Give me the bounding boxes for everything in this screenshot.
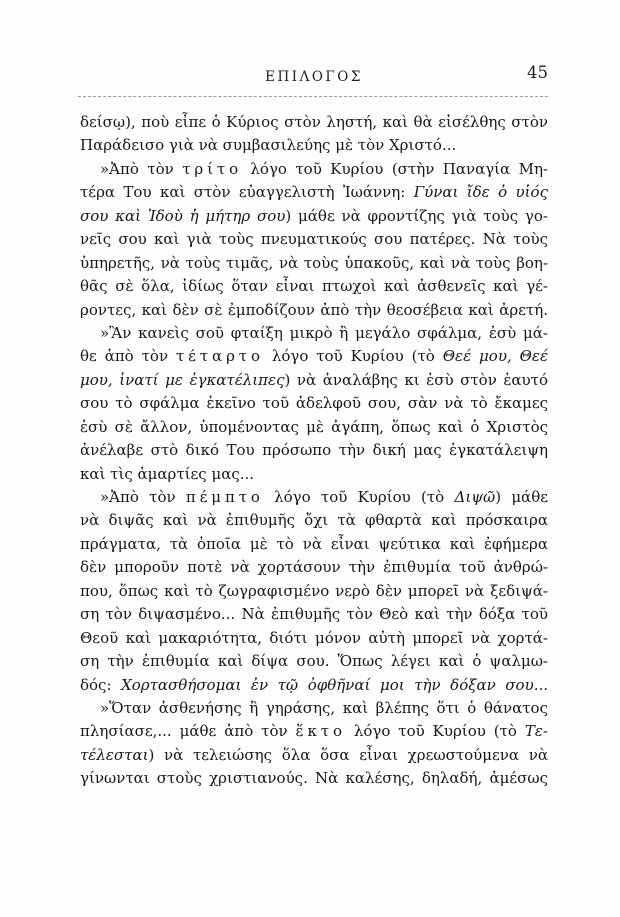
text-segment: λόγο τοῦ Κυρίου (τὸ bbox=[263, 347, 443, 366]
text-line bbox=[80, 228, 548, 251]
text-segment: σου τὸ σφάλμα ἐκεῖνο τοῦ ἀδελφοῦ σου, σὰν νὰ τὸ ἔκαμες bbox=[80, 394, 548, 413]
text-segment: τρίτο bbox=[182, 159, 243, 178]
text-segment: νὰ διψᾶς καὶ νὰ ἐπιθυμῆς ὄχι τὰ φθαρτὰ καὶ πρόσκαιρα bbox=[80, 511, 548, 530]
text-line bbox=[80, 744, 548, 767]
text-segment: »Ἀπὸ τὸν bbox=[100, 488, 186, 506]
text-segment: Διψῶ bbox=[454, 488, 496, 506]
text-line bbox=[80, 416, 548, 439]
text-segment: ) μάθε bbox=[495, 488, 548, 506]
text-segment: πλησίασε,... μάθε ἀπὸ τὸν bbox=[80, 722, 296, 741]
text-line bbox=[80, 627, 548, 650]
text-segment: μου, ἱνατί με ἐγκατέλιπες bbox=[80, 370, 285, 389]
text-segment: σου καὶ Ἰδοὺ ἡ μήτηρ σου bbox=[80, 206, 286, 225]
text-line bbox=[80, 299, 548, 322]
text-line bbox=[80, 720, 548, 743]
text-line bbox=[80, 486, 548, 509]
text-line bbox=[80, 463, 548, 486]
text-line bbox=[80, 111, 548, 134]
text-line bbox=[80, 392, 548, 415]
text-line bbox=[80, 556, 548, 579]
text-line bbox=[80, 439, 548, 462]
text-segment: λόγο τοῦ Κυρίου (τὸ bbox=[345, 722, 525, 741]
text-line bbox=[80, 580, 548, 603]
text-segment: δείσῳ), ποὺ εἶπε ὁ Κύριος στὸν ληστή, καὶ θὰ εἰσέλθης στὸν bbox=[80, 113, 548, 131]
text-line bbox=[80, 322, 548, 345]
text-segment: δός: bbox=[80, 675, 122, 694]
text-segment: λόγο τοῦ Κυρίου (στὴν Παναγία Μη- bbox=[242, 159, 549, 178]
text-segment: ροντες, καὶ δὲν σὲ ἐμποδίζουν ἀπὸ τὴν θεοσέβεια καὶ ἀρετή. bbox=[80, 300, 548, 319]
text-segment: τέλεσται bbox=[80, 745, 149, 764]
text-segment: ) νὰ τελειώσης ὅλα ὅσα εἶναι χρεωστούμενα νὰ bbox=[148, 745, 548, 764]
text-segment: θε ἀπὸ τὸν bbox=[80, 347, 176, 366]
text-line bbox=[80, 697, 548, 720]
text-segment: Γύναι ἴδε ὁ υἱός bbox=[413, 183, 548, 202]
text-segment: ἕκτο bbox=[295, 722, 346, 741]
text-segment: τέταρτο bbox=[175, 347, 264, 366]
text-line bbox=[80, 252, 548, 275]
text-segment: ἀνέλαβε στὸ δικό Του πρόσωπο τὴν δική μας ἐγκατάλειψη bbox=[80, 441, 548, 460]
header-rule bbox=[78, 96, 548, 97]
text-line bbox=[80, 533, 548, 556]
text-segment: Χορτασθήσομαι ἐν τῷ ὀφθῆναί μοι τὴν δόξαν σου... bbox=[121, 675, 548, 694]
text-line bbox=[80, 134, 548, 157]
text-segment: ση τὴν ἐπιθυμία καὶ δίψα σου. Ὅπως λέγει καὶ ὁ ψαλμω- bbox=[80, 652, 548, 671]
text-segment: »Ἂν κανεὶς σοῦ φταίξη μικρὸ ἢ μεγάλο σφάλμα, ἐσὺ μά- bbox=[100, 323, 548, 342]
page-header bbox=[80, 63, 548, 85]
text-segment: »Ἀπὸ τὸν bbox=[100, 159, 183, 178]
text-segment: τέρα Του καὶ στὸν εὐαγγελιστὴ Ἰωάννη: bbox=[80, 183, 414, 202]
text-segment: Θεέ μου, Θεέ bbox=[442, 347, 549, 366]
text-segment: Παράδεισο γιὰ νὰ συμβασιλεύης μὲ τὸν Χριστό... bbox=[80, 136, 457, 155]
text-segment: ση τὸν διψασμένο... Νὰ ἐπιθυμῆς τὸν Θεὸ καὶ τὴν δόξα τοῦ bbox=[80, 605, 548, 624]
text-segment: ὑπηρετῆς, νὰ τοὺς τιμᾶς, νὰ τοὺς ὑπακοῦς, καὶ νὰ τοὺς βοη- bbox=[80, 253, 548, 272]
text-line bbox=[80, 345, 548, 368]
text-line bbox=[80, 158, 548, 181]
text-line bbox=[80, 275, 548, 298]
text-line bbox=[80, 181, 548, 204]
text-segment: πέμπτο bbox=[185, 488, 264, 506]
page-number: 45 bbox=[527, 63, 548, 82]
text-segment: Τε- bbox=[524, 722, 548, 741]
running-title: ΕΠΙΛΟΓΟΣ bbox=[265, 69, 363, 85]
text-segment: πράγματα, τὰ ὁποῖα μὲ τὸ νὰ εἶναι ψεύτικα καὶ ἐφήμερα bbox=[80, 534, 548, 553]
text-line bbox=[80, 767, 548, 790]
text-segment: που, ὅπως καὶ τὸ ζωγραφισμένο νερὸ δὲν μπορεῖ νὰ ξεδιψά- bbox=[80, 581, 548, 600]
text-segment: ) μάθε νὰ φροντίζης γιὰ τοὺς γο- bbox=[285, 206, 548, 225]
text-line bbox=[80, 650, 548, 673]
text-line bbox=[80, 369, 548, 392]
text-segment: θᾶς σὲ ὅλα, ἰδίως ὅταν εἶναι πτωχοὶ καὶ ἀσθενεῖς καὶ γέ- bbox=[80, 277, 548, 296]
text-segment: γίνωνται στοὺς χριστιανούς. Νὰ καλέσης, δηλαδή, ἀμέσως bbox=[80, 769, 548, 788]
text-segment: »Ὅταν ἀσθενήσης ἢ γηράσης, καὶ βλέπης ὅτι ὁ θάνατος bbox=[100, 698, 548, 717]
text-line bbox=[80, 603, 548, 626]
text-segment: καὶ τὶς ἁμαρτίες μας... bbox=[80, 464, 255, 483]
text-segment: ἐσὺ σὲ ἄλλον, ὑπομένοντας μὲ ἀγάπη, ὅπως καὶ ὁ Χριστὸς bbox=[80, 417, 548, 436]
text-body bbox=[80, 111, 548, 791]
text-segment: ) νὰ ἀναλάβης κι ἐσὺ στὸν ἑαυτό bbox=[284, 370, 548, 389]
text-segment: νεῖς σου καὶ γιὰ τοὺς πνευματικούς σου πατέρες. Νὰ τοὺς bbox=[80, 230, 548, 249]
text-line bbox=[80, 509, 548, 532]
text-segment: δὲν μποροῦν ποτὲ νὰ χορτάσουν τὴν ἐπιθυμία τοῦ ἀνθρώ- bbox=[80, 558, 548, 577]
text-line bbox=[80, 674, 548, 697]
text-segment: λόγο τοῦ Κυρίου (τὸ bbox=[263, 488, 455, 506]
text-segment: Θεοῦ καὶ μακαριότητα, διότι μόνον αὐτὴ μπορεῖ νὰ χορτά- bbox=[80, 628, 548, 647]
text-line bbox=[80, 205, 548, 228]
